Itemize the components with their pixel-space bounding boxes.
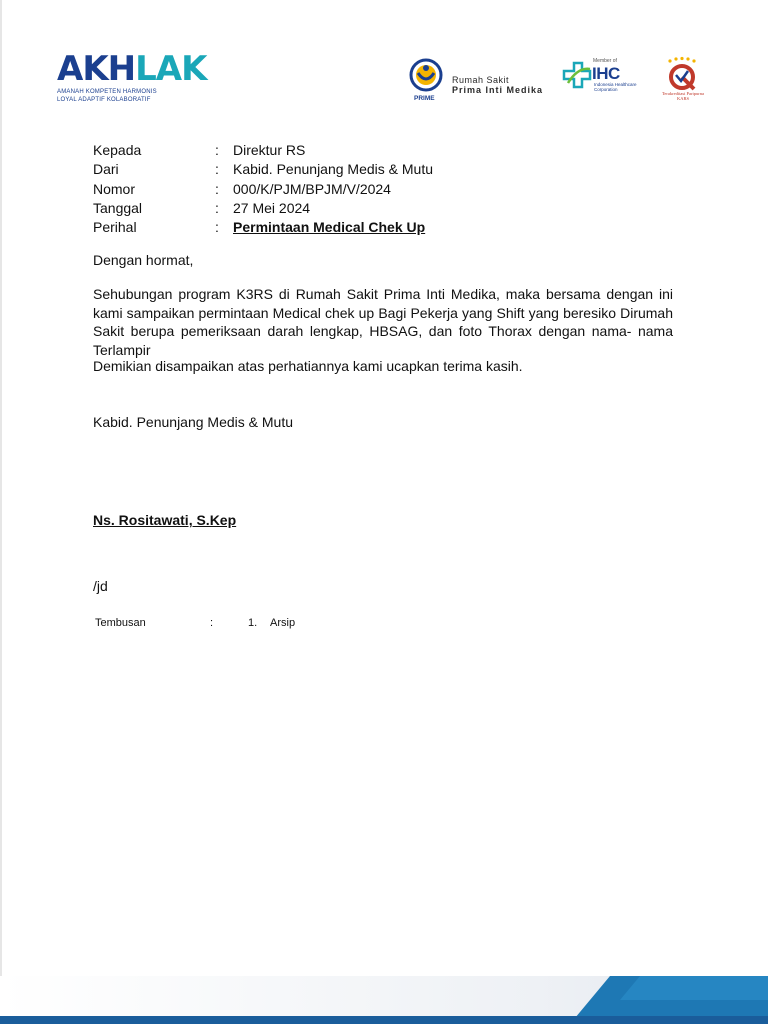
meta-row-tanggal: Tanggal : 27 Mei 2024	[93, 199, 311, 216]
signature-title: Kabid. Penunjang Medis & Mutu	[93, 414, 294, 430]
body-paragraph-2: Demikian disampaikan atas perhatiannya kami ucapkan terima kasih.	[93, 358, 523, 374]
svg-text:PRIME: PRIME	[414, 95, 435, 102]
signature-name: Ns. Rositawati, S.Kep	[93, 512, 237, 528]
akhlak-wordmark: AKHLAK	[57, 49, 207, 89]
page-edge	[0, 0, 2, 1024]
akhlak-logo	[57, 49, 207, 104]
ihc-wordmark: IHC	[592, 64, 620, 83]
greeting: Dengan hormat,	[93, 252, 194, 268]
carbon-copy: Tembusan : 1. Arsip	[95, 617, 296, 629]
meta-row-dari: Dari : Kabid. Penunjang Medis & Mutu	[93, 161, 434, 178]
body-paragraph-1: Sehubungan program K3RS di Rumah Sakit Prima Inti Medika, maka bersama dengan ini kami sampaikan permintaan Medical chek up Bagi Pekerja yang Shift yang beresiko Dirumah Sakit berupa pemeriksaan darah lengkap, HBSAG, dan foto Thorax dengan nama- nama Terlampir	[93, 286, 673, 358]
hospital-name: Rumah Sakit Prima Inti Medika	[452, 75, 544, 95]
letter-metadata	[93, 141, 433, 237]
meta-row-kepada: Kepada : Direktur RS	[93, 142, 306, 158]
akhlak-tagline: AMANAH KOMPETEN HARMONIS LOYAL ADAPTIF KOLABORATIF	[57, 89, 157, 103]
ihc-subtitle: Indonesia Healthcare Corporation	[594, 82, 637, 92]
meta-row-nomor: Nomor : 000/K/PJM/BPJM/V/2024	[93, 180, 391, 197]
kars-label: Terakreditasi Paripurna KARS	[661, 91, 705, 101]
typist-initials: /jd	[93, 578, 108, 594]
ihc-member-label: Member of	[593, 58, 617, 64]
footer-band	[0, 960, 768, 1024]
subject-line: Permintaan Medical Chek Up	[233, 219, 426, 236]
meta-row-perihal: Perihal : Permintaan Medical Chek Up	[93, 218, 433, 237]
